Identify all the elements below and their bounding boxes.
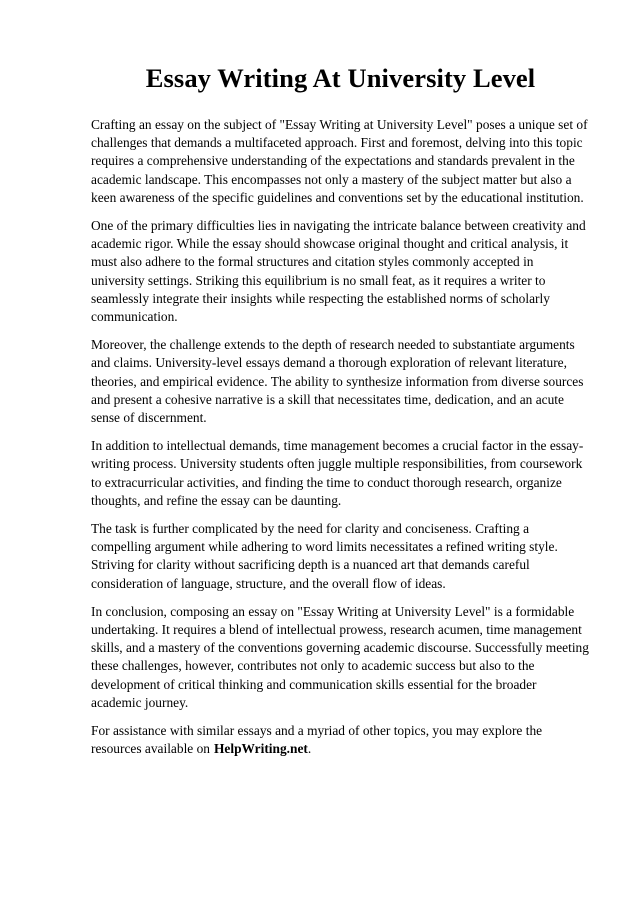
- closing-paragraph: [91, 722, 590, 758]
- paragraph-6: In conclusion, composing an essay on "Essay Writing at University Level" is a formidable undertaking. It requires a blend of intellectual prowess, research acumen, time management skills, and a mastery of the conventions governing academic discourse. Successfully meeting these challenges, however, contributes not only to academic success but also to the development of critical thinking and communication skills essential for the broader academic journey.: [91, 603, 589, 710]
- paragraph-1: Crafting an essay on the subject of "Essay Writing at University Level" poses a unique set of challenges that demands a multifaceted approach. First and foremost, delving into this topic requires a comprehensive understanding of the expectations and standards prevalent in the academic landscape. This encompasses not only a mastery of the subject matter but also a keen awareness of the specific guidelines and conventions set by the educational institution.: [91, 117, 588, 205]
- closing-text: For assistance with similar essays and a myriad of other topics, you may explore the resources available on: [91, 723, 543, 757]
- paragraph-5: The task is further complicated by the need for clarity and conciseness. Crafting a compelling argument while adhering to word limits necessitates a refined writing style. Striving for clarity without sacrificing depth is a nuanced art that demands careful consideration of language, structure, and the overall flow of ideas.: [91, 521, 558, 591]
- helpwriting-link[interactable]: HelpWriting.net: [213, 741, 308, 757]
- document-title: Essay Writing At University Level: [145, 63, 536, 93]
- paragraph-3: Moreover, the challenge extends to the depth of research needed to substantiate arguments and claims. University-level essays demand a thorough exploration of relevant literature, theories, and empirical evidence. The ability to synthesize information from diverse sources and present a cohesive narrative is a skill that necessitates time, dedication, and an acute sense of discernment.: [91, 337, 584, 426]
- closing-suffix: .: [307, 741, 312, 757]
- paragraph-4: In addition to intellectual demands, time management becomes a crucial factor in the essay-writing process. University students often juggle multiple responsibilities, from coursework to extracurricular activities, and finding the time to conduct thorough research, organize thoughts, and refine the essay can be daunting.: [91, 438, 584, 508]
- paragraph-2: One of the primary difficulties lies in navigating the intricate balance between creativity and academic rigor. While the essay should showcase original thought and critical analysis, it must also adhere to the formal structures and citation styles commonly accepted in university settings. Striking this equilibrium is no small feat, as it requires a writer to seamlessly integrate their insights while respecting the established norms of scholarly communication.: [91, 218, 586, 325]
